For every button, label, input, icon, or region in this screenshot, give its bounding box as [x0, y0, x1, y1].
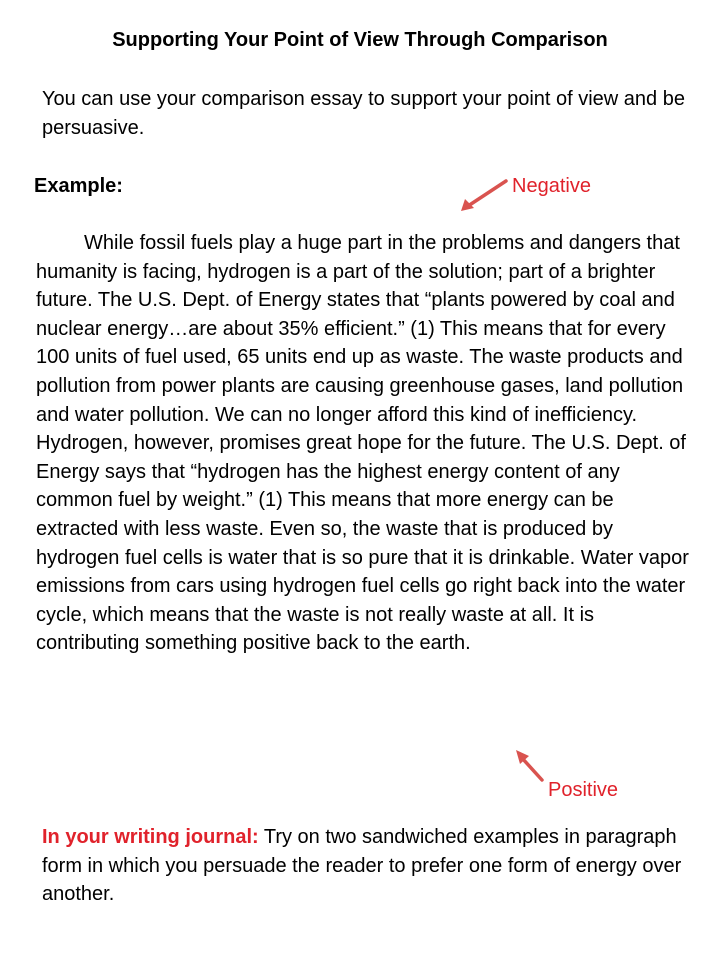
journal-text: Try on two sandwiched examples in paragraph form in which you persuade the reader to prefer one form of energy over another.: [42, 826, 682, 905]
negative-arrow-icon: [456, 176, 516, 216]
page-title: Supporting Your Point of View Through Comparison: [112, 29, 608, 51]
journal-prompt: [42, 823, 702, 909]
essay-text: While fossil fuels play a huge part in the problems and dangers that humanity is facing, hydrogen is a part of the solution; part of a brighter future. The U.S. Dept. of Energy states that “plants powered by coal and nuclear energy…are about 35% efficient.” (1) This means that for every 100 units of fuel used, 65 units end up as waste. The waste products and pollution from power plants are causing greenhouse gases, land pollution and water pollution. We can no longer afford this kind of inefficiency. Hydrogen, however, promises great hope for the future. The U.S. Dept. of Energy says that “hydrogen has the highest energy content of any common fuel by weight.” (1) This means that more energy can be extracted with less waste. Even so, the waste that is produced by hydrogen fuel cells is water that is so pure that it is drinkable. Water vapor emissions from cars using hydrogen fuel cells go right back into the water cycle, which means that the waste is not really waste at all. It is contributing something positive back to the earth.: [36, 232, 689, 655]
positive-annotation: Positive: [548, 779, 619, 801]
positive-arrow-icon: [510, 746, 550, 786]
negative-annotation: Negative: [512, 175, 591, 197]
essay-paragraph: [36, 229, 690, 658]
intro-text: You can use your comparison essay to support your point of view and be persuasive.: [42, 88, 685, 139]
example-label: Example:: [34, 175, 123, 197]
journal-label: In your writing journal:: [42, 826, 259, 848]
